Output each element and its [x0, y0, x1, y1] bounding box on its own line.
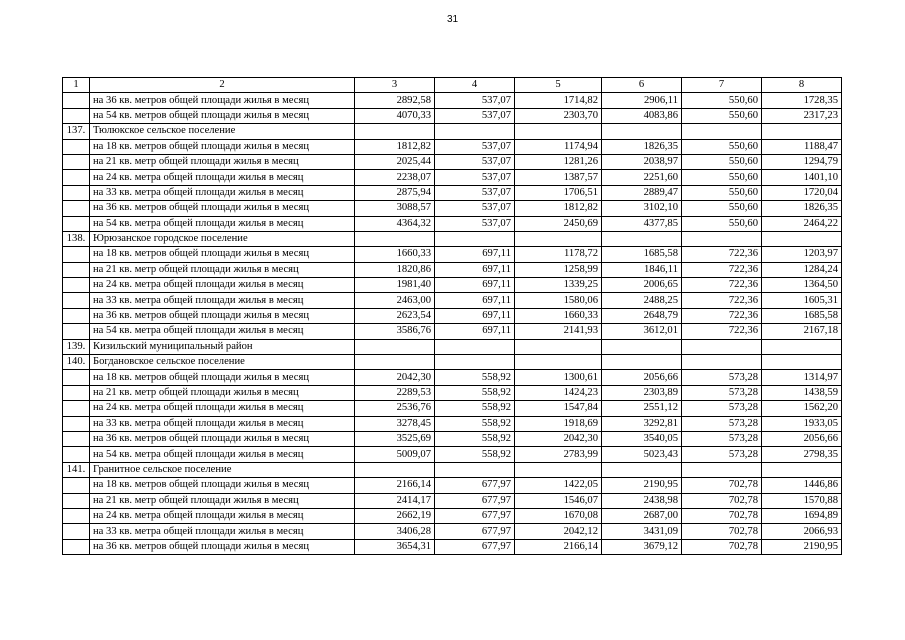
row-label: на 24 кв. метра общей площади жилья в месяц [90, 508, 355, 523]
value-cell: 2414,17 [355, 493, 435, 508]
empty-cell [435, 124, 515, 139]
header-cell: 7 [682, 78, 762, 93]
value-cell: 558,92 [435, 385, 515, 400]
header-cell: 4 [435, 78, 515, 93]
value-cell: 677,97 [435, 539, 515, 554]
table-row [63, 431, 842, 446]
value-cell: 4377,85 [602, 216, 682, 231]
value-cell: 2238,07 [355, 170, 435, 185]
row-label: на 33 кв. метра общей площади жилья в месяц [90, 416, 355, 431]
header-cell: 8 [762, 78, 842, 93]
empty-cell [602, 124, 682, 139]
row-label: на 24 кв. метра общей площади жилья в месяц [90, 278, 355, 293]
table-row [63, 524, 842, 539]
value-cell: 2783,99 [515, 447, 602, 462]
row-number-cell [63, 293, 90, 308]
table-row [63, 493, 842, 508]
value-cell: 550,60 [682, 216, 762, 231]
value-cell: 1570,88 [762, 493, 842, 508]
value-cell: 722,36 [682, 324, 762, 339]
value-cell: 1660,33 [355, 247, 435, 262]
value-cell: 558,92 [435, 370, 515, 385]
row-number-cell [63, 93, 90, 108]
value-cell: 2648,79 [602, 308, 682, 323]
empty-cell [435, 339, 515, 354]
value-cell: 5009,07 [355, 447, 435, 462]
empty-cell [602, 462, 682, 477]
value-cell: 2551,12 [602, 401, 682, 416]
value-cell: 1294,79 [762, 154, 842, 169]
value-cell: 1284,24 [762, 262, 842, 277]
value-cell: 2906,11 [602, 93, 682, 108]
row-label: на 21 кв. метр общей площади жилья в месяц [90, 262, 355, 277]
empty-cell [682, 231, 762, 246]
value-cell: 1605,31 [762, 293, 842, 308]
empty-cell [515, 462, 602, 477]
value-cell: 1846,11 [602, 262, 682, 277]
header-cell: 1 [63, 78, 90, 93]
value-cell: 1685,58 [762, 308, 842, 323]
value-cell: 2167,18 [762, 324, 842, 339]
value-cell: 573,28 [682, 447, 762, 462]
value-cell: 1438,59 [762, 385, 842, 400]
value-cell: 1694,89 [762, 508, 842, 523]
row-number-cell [63, 524, 90, 539]
header-cell: 5 [515, 78, 602, 93]
value-cell: 5023,43 [602, 447, 682, 462]
header-cell: 3 [355, 78, 435, 93]
empty-cell [602, 355, 682, 370]
value-cell: 3525,69 [355, 431, 435, 446]
value-cell: 573,28 [682, 385, 762, 400]
value-cell: 1314,97 [762, 370, 842, 385]
value-cell: 2056,66 [602, 370, 682, 385]
value-cell: 537,07 [435, 139, 515, 154]
row-number-cell [63, 431, 90, 446]
value-cell: 722,36 [682, 247, 762, 262]
table-row [63, 308, 842, 323]
table-header-row [63, 78, 842, 93]
section-number: 141. [63, 462, 90, 477]
row-number-cell [63, 508, 90, 523]
value-cell: 3406,28 [355, 524, 435, 539]
empty-cell [682, 355, 762, 370]
value-cell: 677,97 [435, 508, 515, 523]
value-cell: 1933,05 [762, 416, 842, 431]
value-cell: 550,60 [682, 185, 762, 200]
value-cell: 2687,00 [602, 508, 682, 523]
value-cell: 550,60 [682, 93, 762, 108]
header-cell: 2 [90, 78, 355, 93]
table-row [63, 385, 842, 400]
value-cell: 2536,76 [355, 401, 435, 416]
value-cell: 2303,89 [602, 385, 682, 400]
value-cell: 2066,93 [762, 524, 842, 539]
value-cell: 4083,86 [602, 108, 682, 123]
value-cell: 1364,50 [762, 278, 842, 293]
value-cell: 558,92 [435, 431, 515, 446]
empty-cell [435, 231, 515, 246]
table-row [63, 416, 842, 431]
value-cell: 3654,31 [355, 539, 435, 554]
table-row [63, 293, 842, 308]
value-cell: 1981,40 [355, 278, 435, 293]
value-cell: 702,78 [682, 539, 762, 554]
empty-cell [762, 124, 842, 139]
row-number-cell [63, 201, 90, 216]
value-cell: 537,07 [435, 201, 515, 216]
value-cell: 2038,97 [602, 154, 682, 169]
value-cell: 1547,84 [515, 401, 602, 416]
value-cell: 1706,51 [515, 185, 602, 200]
value-cell: 1714,82 [515, 93, 602, 108]
value-cell: 1546,07 [515, 493, 602, 508]
section-number: 139. [63, 339, 90, 354]
empty-cell [515, 355, 602, 370]
row-number-cell [63, 478, 90, 493]
table-row [63, 170, 842, 185]
value-cell: 1820,86 [355, 262, 435, 277]
value-cell: 2488,25 [602, 293, 682, 308]
table-row [63, 508, 842, 523]
value-cell: 537,07 [435, 93, 515, 108]
value-cell: 3278,45 [355, 416, 435, 431]
value-cell: 558,92 [435, 401, 515, 416]
value-cell: 558,92 [435, 416, 515, 431]
value-cell: 3431,09 [602, 524, 682, 539]
empty-cell [602, 339, 682, 354]
value-cell: 2166,14 [355, 478, 435, 493]
empty-cell [762, 339, 842, 354]
value-cell: 677,97 [435, 524, 515, 539]
section-row [63, 124, 842, 139]
value-cell: 2450,69 [515, 216, 602, 231]
section-row [63, 462, 842, 477]
row-label: на 36 кв. метров общей площади жилья в месяц [90, 539, 355, 554]
value-cell: 2892,58 [355, 93, 435, 108]
row-label: на 18 кв. метров общей площади жилья в месяц [90, 478, 355, 493]
section-number: 140. [63, 355, 90, 370]
row-number-cell [63, 493, 90, 508]
table-row [63, 93, 842, 108]
empty-cell [435, 355, 515, 370]
value-cell: 1300,61 [515, 370, 602, 385]
row-number-cell [63, 170, 90, 185]
empty-cell [355, 462, 435, 477]
row-number-cell [63, 185, 90, 200]
value-cell: 2042,30 [515, 431, 602, 446]
row-label: на 54 кв. метра общей площади жилья в месяц [90, 216, 355, 231]
value-cell: 2875,94 [355, 185, 435, 200]
value-cell: 550,60 [682, 201, 762, 216]
value-cell: 1728,35 [762, 93, 842, 108]
value-cell: 4070,33 [355, 108, 435, 123]
value-cell: 677,97 [435, 493, 515, 508]
value-cell: 3540,05 [602, 431, 682, 446]
row-label: на 36 кв. метров общей площади жилья в месяц [90, 93, 355, 108]
value-cell: 702,78 [682, 493, 762, 508]
value-cell: 1446,86 [762, 478, 842, 493]
value-cell: 3612,01 [602, 324, 682, 339]
value-cell: 722,36 [682, 278, 762, 293]
value-cell: 573,28 [682, 401, 762, 416]
value-cell: 2463,00 [355, 293, 435, 308]
value-cell: 2141,93 [515, 324, 602, 339]
value-cell: 2042,12 [515, 524, 602, 539]
table-row [63, 262, 842, 277]
section-title: Тюлюкское сельское поселение [90, 124, 355, 139]
value-cell: 1580,06 [515, 293, 602, 308]
value-cell: 1203,97 [762, 247, 842, 262]
table-row [63, 539, 842, 554]
value-cell: 3586,76 [355, 324, 435, 339]
row-label: на 36 кв. метров общей площади жилья в месяц [90, 308, 355, 323]
row-label: на 21 кв. метр общей площади жилья в месяц [90, 493, 355, 508]
value-cell: 697,11 [435, 308, 515, 323]
row-number-cell [63, 216, 90, 231]
value-cell: 3679,12 [602, 539, 682, 554]
value-cell: 702,78 [682, 478, 762, 493]
table-row [63, 401, 842, 416]
table-row [63, 139, 842, 154]
row-number-cell [63, 278, 90, 293]
empty-cell [682, 462, 762, 477]
empty-cell [682, 339, 762, 354]
value-cell: 537,07 [435, 154, 515, 169]
row-label: на 24 кв. метра общей площади жилья в месяц [90, 401, 355, 416]
value-cell: 550,60 [682, 154, 762, 169]
value-cell: 697,11 [435, 293, 515, 308]
value-cell: 1660,33 [515, 308, 602, 323]
empty-cell [602, 231, 682, 246]
value-cell: 537,07 [435, 216, 515, 231]
row-number-cell [63, 247, 90, 262]
row-number-cell [63, 539, 90, 554]
value-cell: 1562,20 [762, 401, 842, 416]
value-cell: 1281,26 [515, 154, 602, 169]
row-number-cell [63, 262, 90, 277]
value-cell: 1670,08 [515, 508, 602, 523]
value-cell: 1258,99 [515, 262, 602, 277]
row-label: на 54 кв. метров общей площади жилья в месяц [90, 108, 355, 123]
value-cell: 1424,23 [515, 385, 602, 400]
empty-cell [515, 124, 602, 139]
empty-cell [762, 231, 842, 246]
value-cell: 702,78 [682, 524, 762, 539]
value-cell: 1918,69 [515, 416, 602, 431]
page-number: 31 [446, 14, 459, 25]
value-cell: 1422,05 [515, 478, 602, 493]
row-label: на 33 кв. метра общей площади жилья в месяц [90, 185, 355, 200]
table-row [63, 216, 842, 231]
row-label: на 21 кв. метр общей площади жилья в месяц [90, 154, 355, 169]
empty-cell [355, 355, 435, 370]
row-label: на 36 кв. метров общей площади жилья в месяц [90, 431, 355, 446]
row-label: на 24 кв. метра общей площади жилья в месяц [90, 170, 355, 185]
value-cell: 3088,57 [355, 201, 435, 216]
value-cell: 550,60 [682, 139, 762, 154]
value-cell: 1685,58 [602, 247, 682, 262]
row-label: на 18 кв. метров общей площади жилья в месяц [90, 139, 355, 154]
empty-cell [762, 355, 842, 370]
value-cell: 722,36 [682, 293, 762, 308]
section-title: Гранитное сельское поселение [90, 462, 355, 477]
value-cell: 2006,65 [602, 278, 682, 293]
value-cell: 537,07 [435, 108, 515, 123]
row-label: на 54 кв. метра общей площади жилья в месяц [90, 447, 355, 462]
table-row [63, 370, 842, 385]
value-cell: 2438,98 [602, 493, 682, 508]
value-cell: 1720,04 [762, 185, 842, 200]
value-cell: 2251,60 [602, 170, 682, 185]
row-number-cell [63, 401, 90, 416]
row-number-cell [63, 385, 90, 400]
value-cell: 722,36 [682, 262, 762, 277]
row-number-cell [63, 324, 90, 339]
section-number: 138. [63, 231, 90, 246]
value-cell: 1401,10 [762, 170, 842, 185]
value-cell: 2889,47 [602, 185, 682, 200]
tariff-table [62, 77, 842, 555]
value-cell: 2056,66 [762, 431, 842, 446]
value-cell: 722,36 [682, 308, 762, 323]
row-label: на 18 кв. метров общей площади жилья в месяц [90, 247, 355, 262]
value-cell: 2317,23 [762, 108, 842, 123]
value-cell: 2623,54 [355, 308, 435, 323]
value-cell: 1826,35 [602, 139, 682, 154]
row-number-cell [63, 370, 90, 385]
value-cell: 2190,95 [602, 478, 682, 493]
value-cell: 2798,35 [762, 447, 842, 462]
value-cell: 550,60 [682, 108, 762, 123]
value-cell: 697,11 [435, 247, 515, 262]
value-cell: 2190,95 [762, 539, 842, 554]
value-cell: 537,07 [435, 170, 515, 185]
row-label: на 33 кв. метра общей площади жилья в месяц [90, 293, 355, 308]
section-number: 137. [63, 124, 90, 139]
row-number-cell [63, 416, 90, 431]
empty-cell [515, 231, 602, 246]
value-cell: 697,11 [435, 278, 515, 293]
value-cell: 677,97 [435, 478, 515, 493]
row-number-cell [63, 447, 90, 462]
table-row [63, 201, 842, 216]
section-row [63, 231, 842, 246]
value-cell: 1826,35 [762, 201, 842, 216]
row-label: на 36 кв. метров общей площади жилья в месяц [90, 201, 355, 216]
value-cell: 2166,14 [515, 539, 602, 554]
value-cell: 2042,30 [355, 370, 435, 385]
section-title: Кизильский муниципальный район [90, 339, 355, 354]
table-row [63, 108, 842, 123]
value-cell: 1174,94 [515, 139, 602, 154]
value-cell: 573,28 [682, 416, 762, 431]
row-label: на 21 кв. метр общей площади жилья в месяц [90, 385, 355, 400]
row-label: на 54 кв. метра общей площади жилья в месяц [90, 324, 355, 339]
value-cell: 1188,47 [762, 139, 842, 154]
empty-cell [515, 339, 602, 354]
value-cell: 537,07 [435, 185, 515, 200]
empty-cell [682, 124, 762, 139]
section-title: Богдановское сельское поселение [90, 355, 355, 370]
empty-cell [355, 231, 435, 246]
value-cell: 573,28 [682, 431, 762, 446]
section-row [63, 355, 842, 370]
empty-cell [355, 339, 435, 354]
value-cell: 3102,10 [602, 201, 682, 216]
value-cell: 2464,22 [762, 216, 842, 231]
table-row [63, 247, 842, 262]
value-cell: 2289,53 [355, 385, 435, 400]
empty-cell [762, 462, 842, 477]
value-cell: 697,11 [435, 262, 515, 277]
row-label: на 18 кв. метров общей площади жилья в месяц [90, 370, 355, 385]
value-cell: 2303,70 [515, 108, 602, 123]
table-row [63, 447, 842, 462]
row-number-cell [63, 139, 90, 154]
value-cell: 702,78 [682, 508, 762, 523]
row-number-cell [63, 154, 90, 169]
value-cell: 3292,81 [602, 416, 682, 431]
value-cell: 1387,57 [515, 170, 602, 185]
value-cell: 573,28 [682, 370, 762, 385]
row-number-cell [63, 308, 90, 323]
value-cell: 2662,19 [355, 508, 435, 523]
value-cell: 1812,82 [355, 139, 435, 154]
empty-cell [355, 124, 435, 139]
value-cell: 1178,72 [515, 247, 602, 262]
table-row [63, 154, 842, 169]
value-cell: 1812,82 [515, 201, 602, 216]
header-cell: 6 [602, 78, 682, 93]
value-cell: 4364,32 [355, 216, 435, 231]
section-row [63, 339, 842, 354]
section-title: Юрюзанское городское поселение [90, 231, 355, 246]
table-row [63, 185, 842, 200]
row-label: на 33 кв. метра общей площади жилья в месяц [90, 524, 355, 539]
value-cell: 2025,44 [355, 154, 435, 169]
table-row [63, 324, 842, 339]
row-number-cell [63, 108, 90, 123]
table-row [63, 478, 842, 493]
value-cell: 558,92 [435, 447, 515, 462]
value-cell: 697,11 [435, 324, 515, 339]
empty-cell [435, 462, 515, 477]
value-cell: 1339,25 [515, 278, 602, 293]
value-cell: 550,60 [682, 170, 762, 185]
table-row [63, 278, 842, 293]
